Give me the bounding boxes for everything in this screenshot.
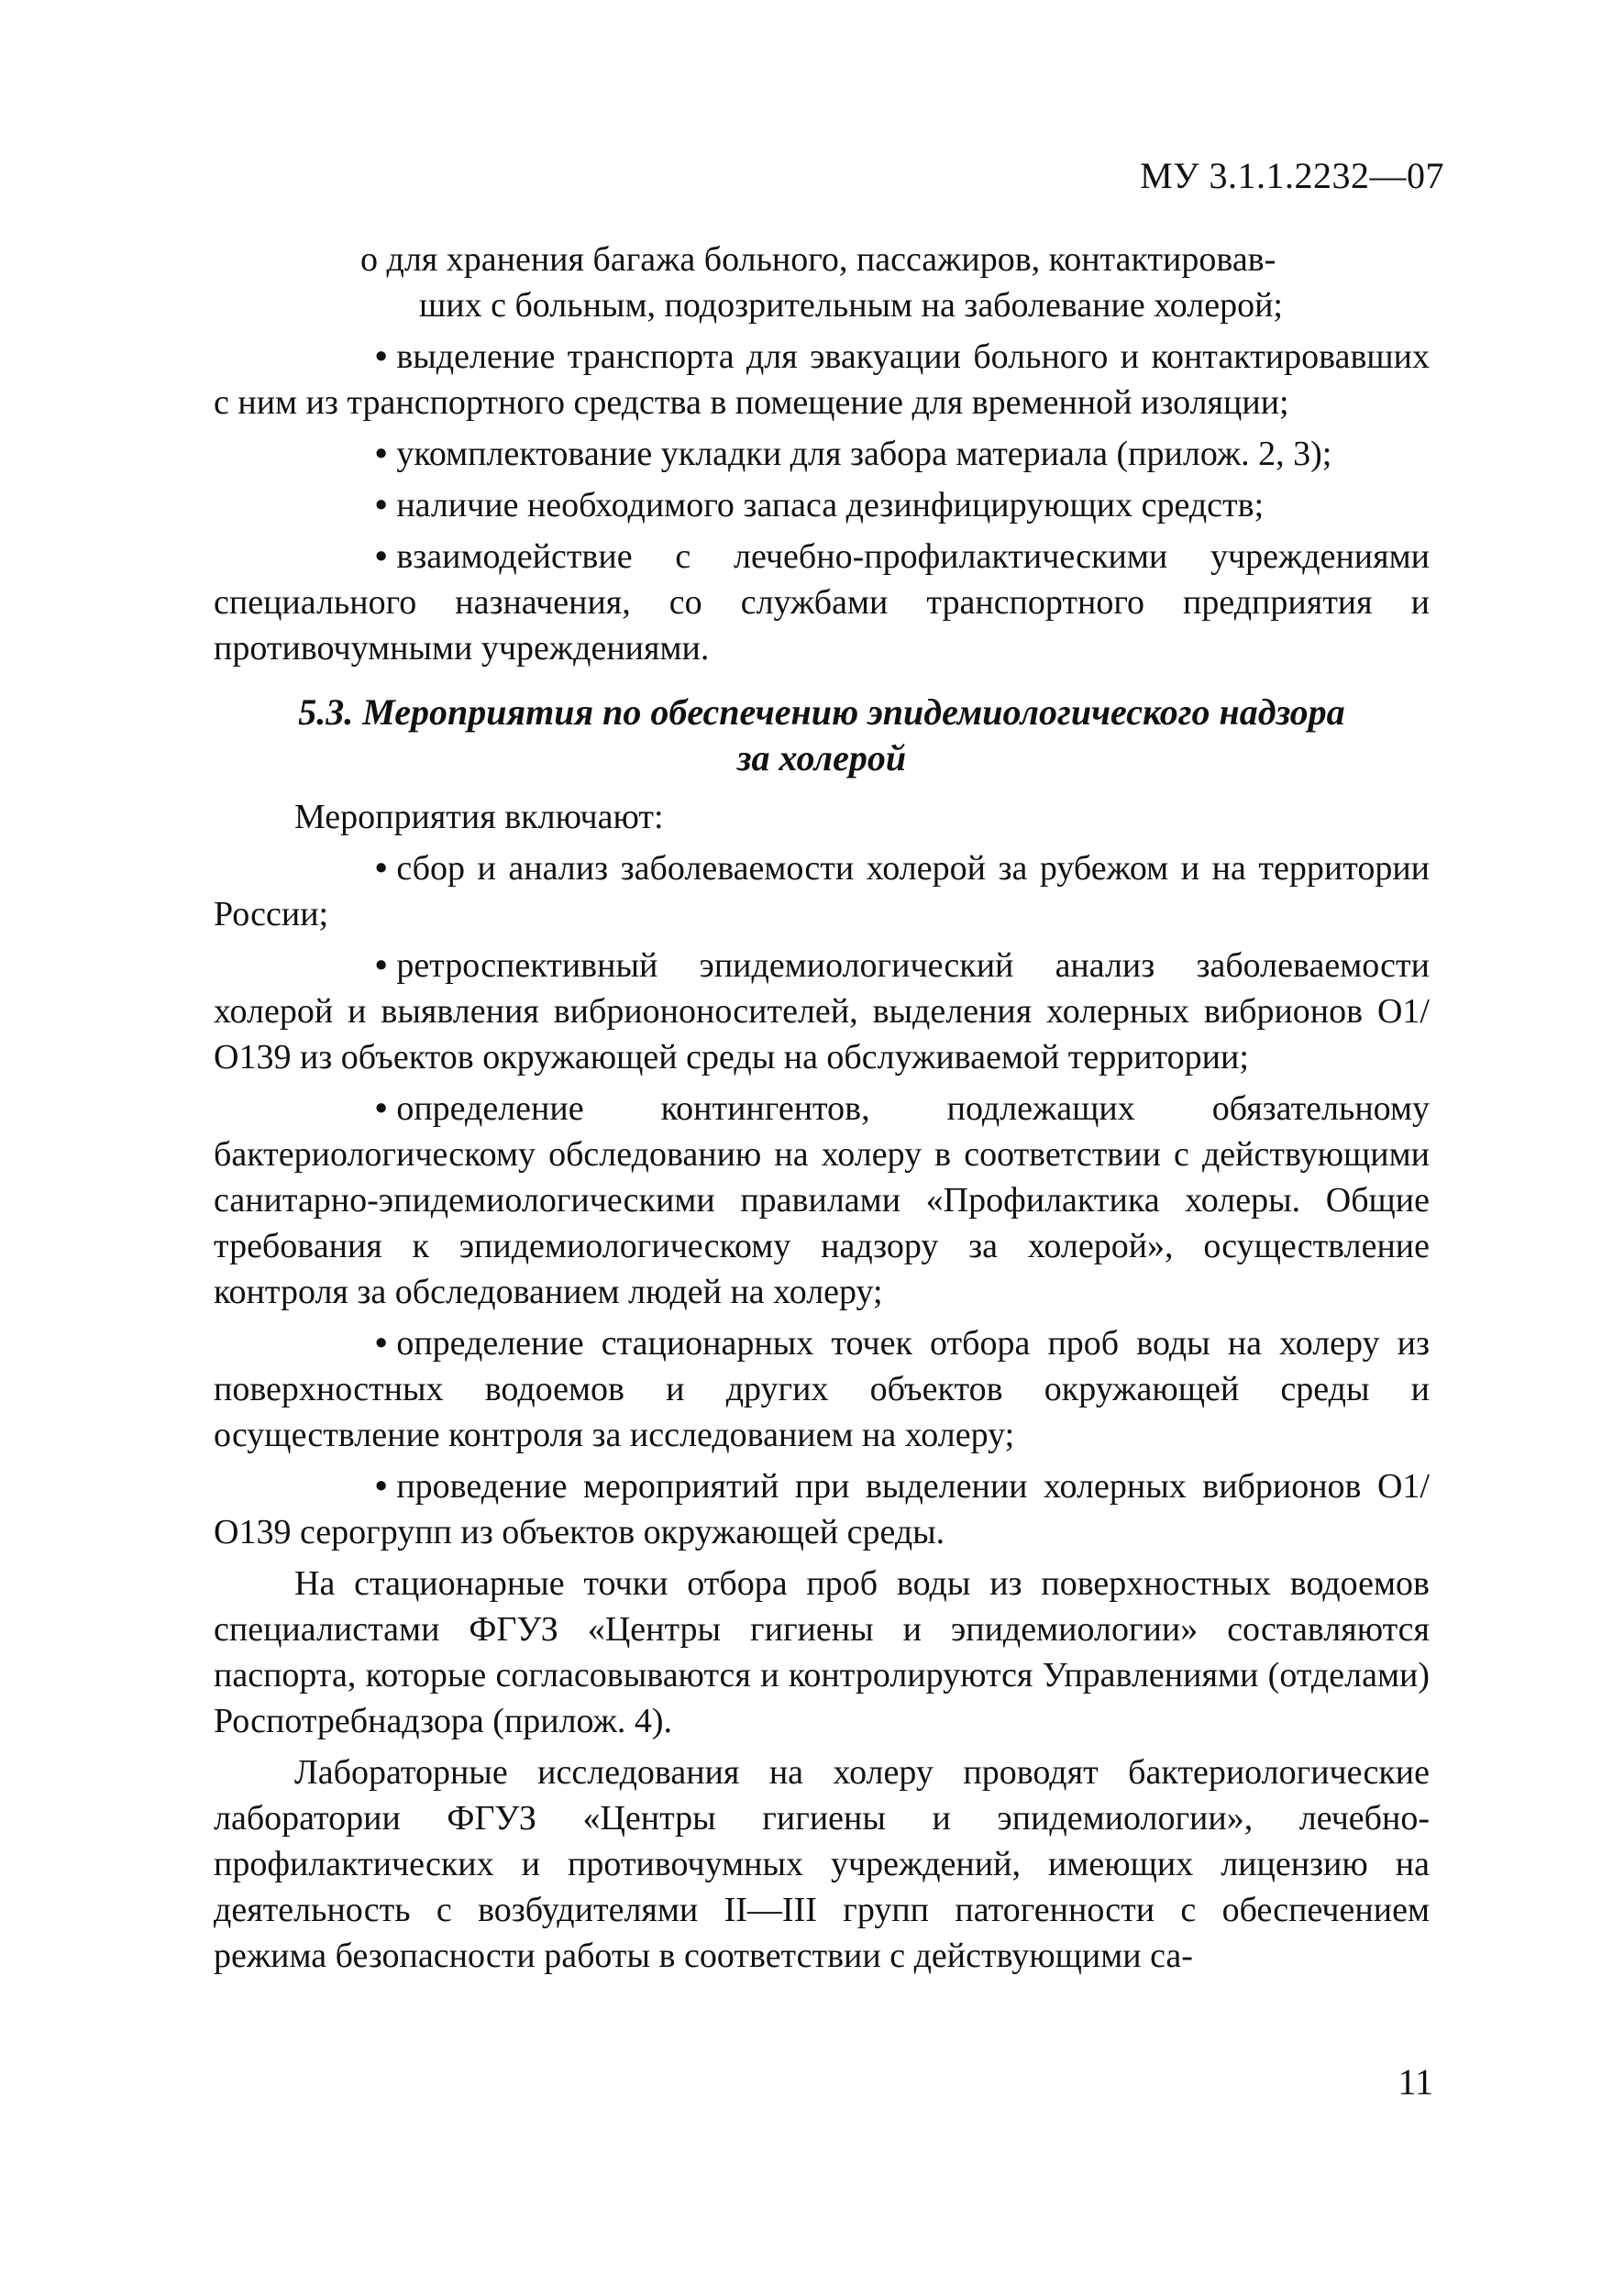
bullet-icon: • <box>375 486 388 524</box>
list-item <box>214 1463 1430 1555</box>
body-paragraph: Лабораторные исследования на холеру проводят бактериологические лаборатории ФГУЗ «Центры гигиены и эпидемиологии», лечебно-профилактических и противочумных учреждений, имеющих лицензию на деятельность с возбудителями II—III групп патогенности с обеспечением режима безопасности работы в соответствии с действующими са- <box>214 1753 1430 1975</box>
list-item-text: проведение мероприятий при выделении холерных вибрионов О1/ О139 серогрупп из объектов окружающей среды. <box>214 1467 1430 1551</box>
list-item-text: наличие необходимого запаса дезинфицирующих средств; <box>396 486 1265 524</box>
list-item <box>214 845 1430 937</box>
list-item <box>214 1320 1430 1458</box>
bullet-icon: • <box>375 435 388 473</box>
list-item-text: ретроспективный эпидемиологический анализ заболеваемости холерой и выявления вибриононосителей, выделения холерных вибрионов О1/О139 из объектов окружающей среды на обслуживаемой территории; <box>214 946 1430 1076</box>
list-item-text: определение стационарных точек отбора проб воды на холеру из поверхностных водоемов и других объектов окружающей среды и осуществление контроля за исследованием на холеру; <box>214 1324 1430 1454</box>
bullet-icon: • <box>375 537 388 576</box>
page-number: 11 <box>1398 2061 1433 2103</box>
section-heading-line-2: за холерой <box>736 737 907 778</box>
list-item-text: сбор и анализ заболеваемости холерой за рубежом и на территории России; <box>214 849 1430 933</box>
section-heading-line-1: 5.3. Мероприятия по обеспечению эпидемиологического надзора <box>298 691 1345 733</box>
sub-item-line-1 <box>360 237 1430 282</box>
list-item-text: укомплектование укладки для забора материала (прилож. 2, 3); <box>396 435 1332 473</box>
list-item <box>214 943 1430 1080</box>
bullet-icon: • <box>375 849 388 888</box>
sub-item-text-1: для хранения багажа больного, пассажиров, контактировав- <box>386 240 1276 279</box>
bullet-icon: • <box>375 1089 388 1128</box>
lead-paragraph: Мероприятия включают: <box>294 798 664 836</box>
list-item <box>214 431 1430 477</box>
list-item <box>214 534 1430 671</box>
list-item <box>214 482 1430 528</box>
circle-bullet-icon: о <box>360 240 378 279</box>
bullet-icon: • <box>375 1467 388 1506</box>
list-item <box>214 1086 1430 1315</box>
list-item <box>214 334 1430 425</box>
sub-item-line-2: ших с больным, подозрительным на заболевание холерой; <box>419 286 1283 325</box>
bullet-icon: • <box>375 946 388 985</box>
document-code: МУ 3.1.1.2232—07 <box>1140 155 1444 196</box>
sub-list-item <box>360 237 1430 328</box>
body-paragraph: На стационарные точки отбора проб воды из поверхностных водоемов специалистами ФГУЗ «Центры гигиены и эпидемиологии» составляются паспорта, которые согласовываются и контролируются Управлениями (отделами) Роспотребнадзора (прилож. 4). <box>214 1564 1430 1740</box>
list-item-text: определение контингентов, подлежащих обязательному бактериологическому обследованию на холеру в соответствии с действующими санитарно-эпидемиологическими правилами «Профилактика холеры. Общие требования к эпидемиологическому надзору за холерой», осуществление контроля за обследованием людей на холеру; <box>214 1089 1430 1311</box>
bullet-icon: • <box>375 337 388 376</box>
list-item-text: взаимодействие с лечебно-профилактическими учреждениями специального назначения, со службами транспортного предприятия и противочумными учреждениями. <box>214 537 1430 668</box>
section-heading <box>214 690 1430 781</box>
bullet-icon: • <box>375 1324 388 1363</box>
page-content <box>214 237 1430 1979</box>
list-item-text: выделение транспорта для эвакуации больного и контактировавших с ним из транспортного средства в помещение для временной изоляции; <box>214 337 1430 422</box>
